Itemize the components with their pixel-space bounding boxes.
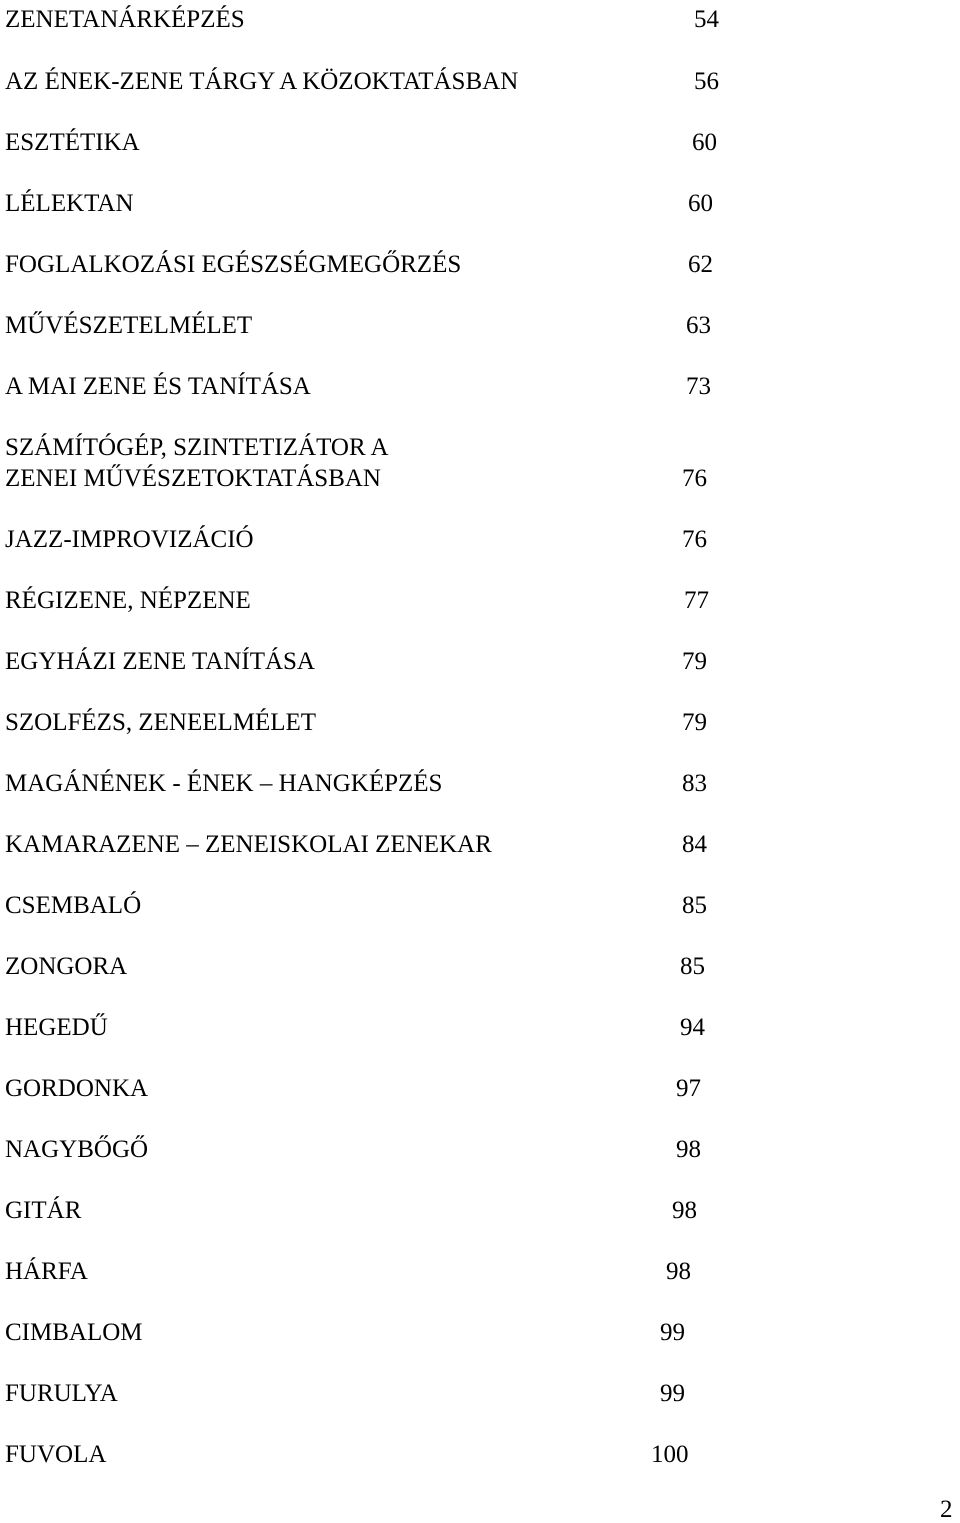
toc-entry-title: JAZZ-IMPROVIZÁCIÓ <box>5 526 254 553</box>
toc-entry <box>5 1198 81 1229</box>
toc-entry-page: 98 <box>672 1197 697 1224</box>
toc-entry <box>5 1442 106 1473</box>
toc-entry <box>5 1381 118 1412</box>
toc-entry <box>5 252 461 283</box>
toc-entry-title: CSEMBALÓ <box>5 892 142 919</box>
page-number: 2 <box>940 1496 953 1523</box>
toc-entry-page: 97 <box>676 1075 701 1102</box>
toc-entry-page: 85 <box>682 892 707 919</box>
toc-entry-page: 84 <box>682 831 707 858</box>
toc-entry <box>5 832 492 863</box>
toc-entry <box>5 7 245 38</box>
toc-entry-title: SZOLFÉZS, ZENEELMÉLET <box>5 709 317 736</box>
toc-entry-page: 63 <box>686 312 711 339</box>
toc-entry-page: 94 <box>680 1014 705 1041</box>
toc-entry <box>5 588 251 619</box>
toc-entry-page: 83 <box>682 770 707 797</box>
toc-entry-title: MŰVÉSZETELMÉLET <box>5 312 253 339</box>
toc-entry-page: 73 <box>686 373 711 400</box>
toc-entry-page: 79 <box>682 709 707 736</box>
toc-entry-title: EGYHÁZI ZENE TANÍTÁSA <box>5 648 315 675</box>
toc-entry-page: 77 <box>684 587 709 614</box>
toc-entry-title: GITÁR <box>5 1197 82 1224</box>
toc-entry-page: 54 <box>694 6 719 33</box>
toc-entry-page: 56 <box>694 68 719 95</box>
toc-entry <box>5 771 442 802</box>
toc-entry-title: FURULYA <box>5 1380 118 1407</box>
toc-entry-page: 76 <box>682 465 707 492</box>
toc-entry <box>5 649 315 680</box>
toc-entry <box>5 69 518 100</box>
toc-entry <box>5 954 127 985</box>
toc-entry <box>5 374 311 405</box>
toc-entry <box>5 1076 148 1107</box>
toc-entry <box>5 191 134 222</box>
toc-entry <box>5 435 389 497</box>
toc-entry-title: KAMARAZENE – ZENEISKOLAI ZENEKAR <box>5 831 492 858</box>
toc-entry-title: HEGEDŰ <box>5 1014 108 1041</box>
toc-entry-page: 60 <box>692 129 717 156</box>
toc-entry-page: 79 <box>682 648 707 675</box>
toc-entry-title: A MAI ZENE ÉS TANÍTÁSA <box>5 373 311 400</box>
toc-entry-page: 60 <box>688 190 713 217</box>
toc-entry-title: MAGÁNÉNEK - ÉNEK – HANGKÉPZÉS <box>5 770 443 797</box>
toc-entry-title: RÉGIZENE, NÉPZENE <box>5 587 251 614</box>
toc-entry-page: 98 <box>676 1136 701 1163</box>
toc-entry-page: 62 <box>688 251 713 278</box>
toc-entry-title: GORDONKA <box>5 1075 149 1102</box>
toc-entry-title: LÉLEKTAN <box>5 190 134 217</box>
toc-entry <box>5 1137 148 1168</box>
toc-entry-title: ZONGORA <box>5 953 128 980</box>
toc-entry-title: ESZTÉTIKA <box>5 129 140 156</box>
toc-entry <box>5 313 252 344</box>
toc-entry-title: ZENEI MŰVÉSZETOKTATÁSBAN <box>5 465 381 492</box>
toc-entry <box>5 893 141 924</box>
toc-entry-page: 99 <box>660 1380 685 1407</box>
toc-entry <box>5 1259 88 1290</box>
toc-entry-title: ZENETANÁRKÉPZÉS <box>5 6 245 33</box>
toc-entry-title: SZÁMÍTÓGÉP, SZINTETIZÁTOR A <box>5 434 389 461</box>
toc-entry-page: 98 <box>666 1258 691 1285</box>
toc-entry <box>5 710 316 741</box>
toc-entry-title: NAGYBŐGŐ <box>5 1136 149 1163</box>
toc-entry-title: HÁRFA <box>5 1258 88 1285</box>
toc-entry <box>5 527 254 558</box>
toc-entry <box>5 130 140 161</box>
toc-entry <box>5 1015 108 1046</box>
toc-entry-title: AZ ÉNEK-ZENE TÁRGY A KÖZOKTATÁSBAN <box>5 68 519 95</box>
toc-entry-page: 85 <box>680 953 705 980</box>
toc-entry <box>5 1320 143 1351</box>
toc-entry-page: 99 <box>660 1319 685 1346</box>
toc-entry-page: 76 <box>682 526 707 553</box>
toc-entry-title: CIMBALOM <box>5 1319 143 1346</box>
toc-entry-title: FOGLALKOZÁSI EGÉSZSÉGMEGŐRZÉS <box>5 251 462 278</box>
toc-entry-page: 100 <box>651 1441 689 1468</box>
toc-entry-title: FUVOLA <box>5 1441 107 1468</box>
